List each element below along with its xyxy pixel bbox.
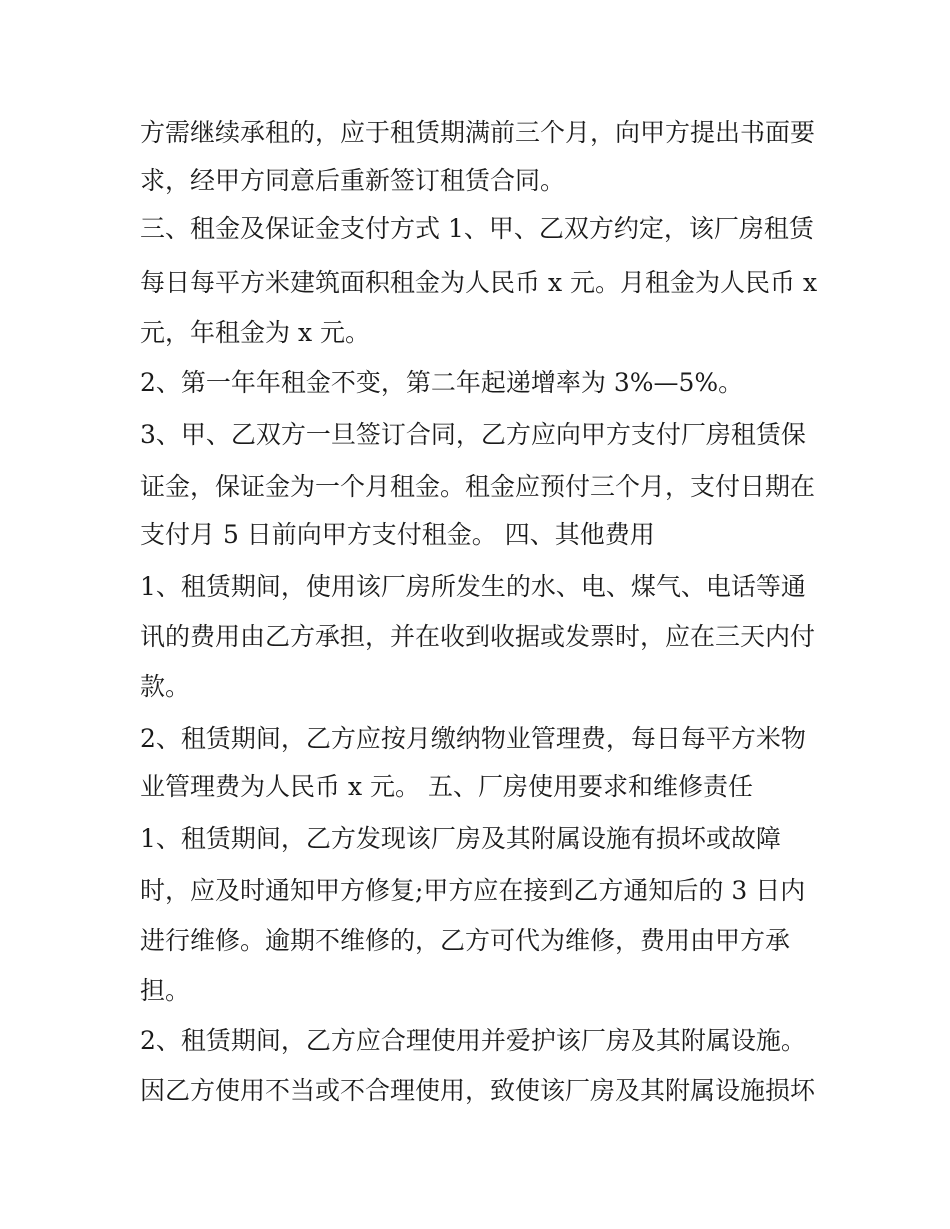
text-line: 证金，保证金为一个月租金。租金应预付三个月，支付日期在 [140,472,816,501]
text-line: 三、租金及保证金支付方式 1、甲、乙双方约定，该厂房租赁 [140,214,814,243]
text-line: 方需继续承租的，应于租赁期满前三个月，向甲方提出书面要 [140,118,816,147]
text-line: 进行维修。逾期不维修的，乙方可代为维修，费用由甲方承 [140,926,791,955]
text-line: 支付月 5 日前向甲方支付租金。 四、其他费用 [140,520,655,549]
text-line: 2、租赁期间，乙方应按月缴纳物业管理费，每日每平方米物 [140,724,806,753]
text-line: 1、租赁期间，使用该厂房所发生的水、电、煤气、电话等通 [140,572,806,601]
text-line: 求，经甲方同意后重新签订租赁合同。 [140,166,566,195]
text-line: 业管理费为人民币 x 元。 五、厂房使用要求和维修责任 [140,772,753,801]
text-line: 时，应及时通知甲方修复;甲方应在接到乙方通知后的 3 日内 [140,876,806,905]
text-line: 因乙方使用不当或不合理使用，致使该厂房及其附属设施损坏 [140,1076,816,1105]
text-line: 1、租赁期间，乙方发现该厂房及其附属设施有损坏或故障 [140,824,781,853]
text-line: 款。 [140,672,191,701]
text-line: 2、第一年年租金不变，第二年起递增率为 3%—5%。 [140,368,744,397]
text-line: 担。 [140,976,191,1005]
text-line: 元，年租金为 x 元。 [140,318,370,347]
text-line: 2、租赁期间，乙方应合理使用并爱护该厂房及其附属设施。 [140,1026,806,1055]
text-line: 每日每平方米建筑面积租金为人民币 x 元。月租金为人民币 x [140,268,818,297]
text-line: 讯的费用由乙方承担，并在收到收据或发票时，应在三天内付 [140,622,816,651]
text-line: 3、甲、乙双方一旦签订合同，乙方应向甲方支付厂房租赁保 [140,420,806,449]
